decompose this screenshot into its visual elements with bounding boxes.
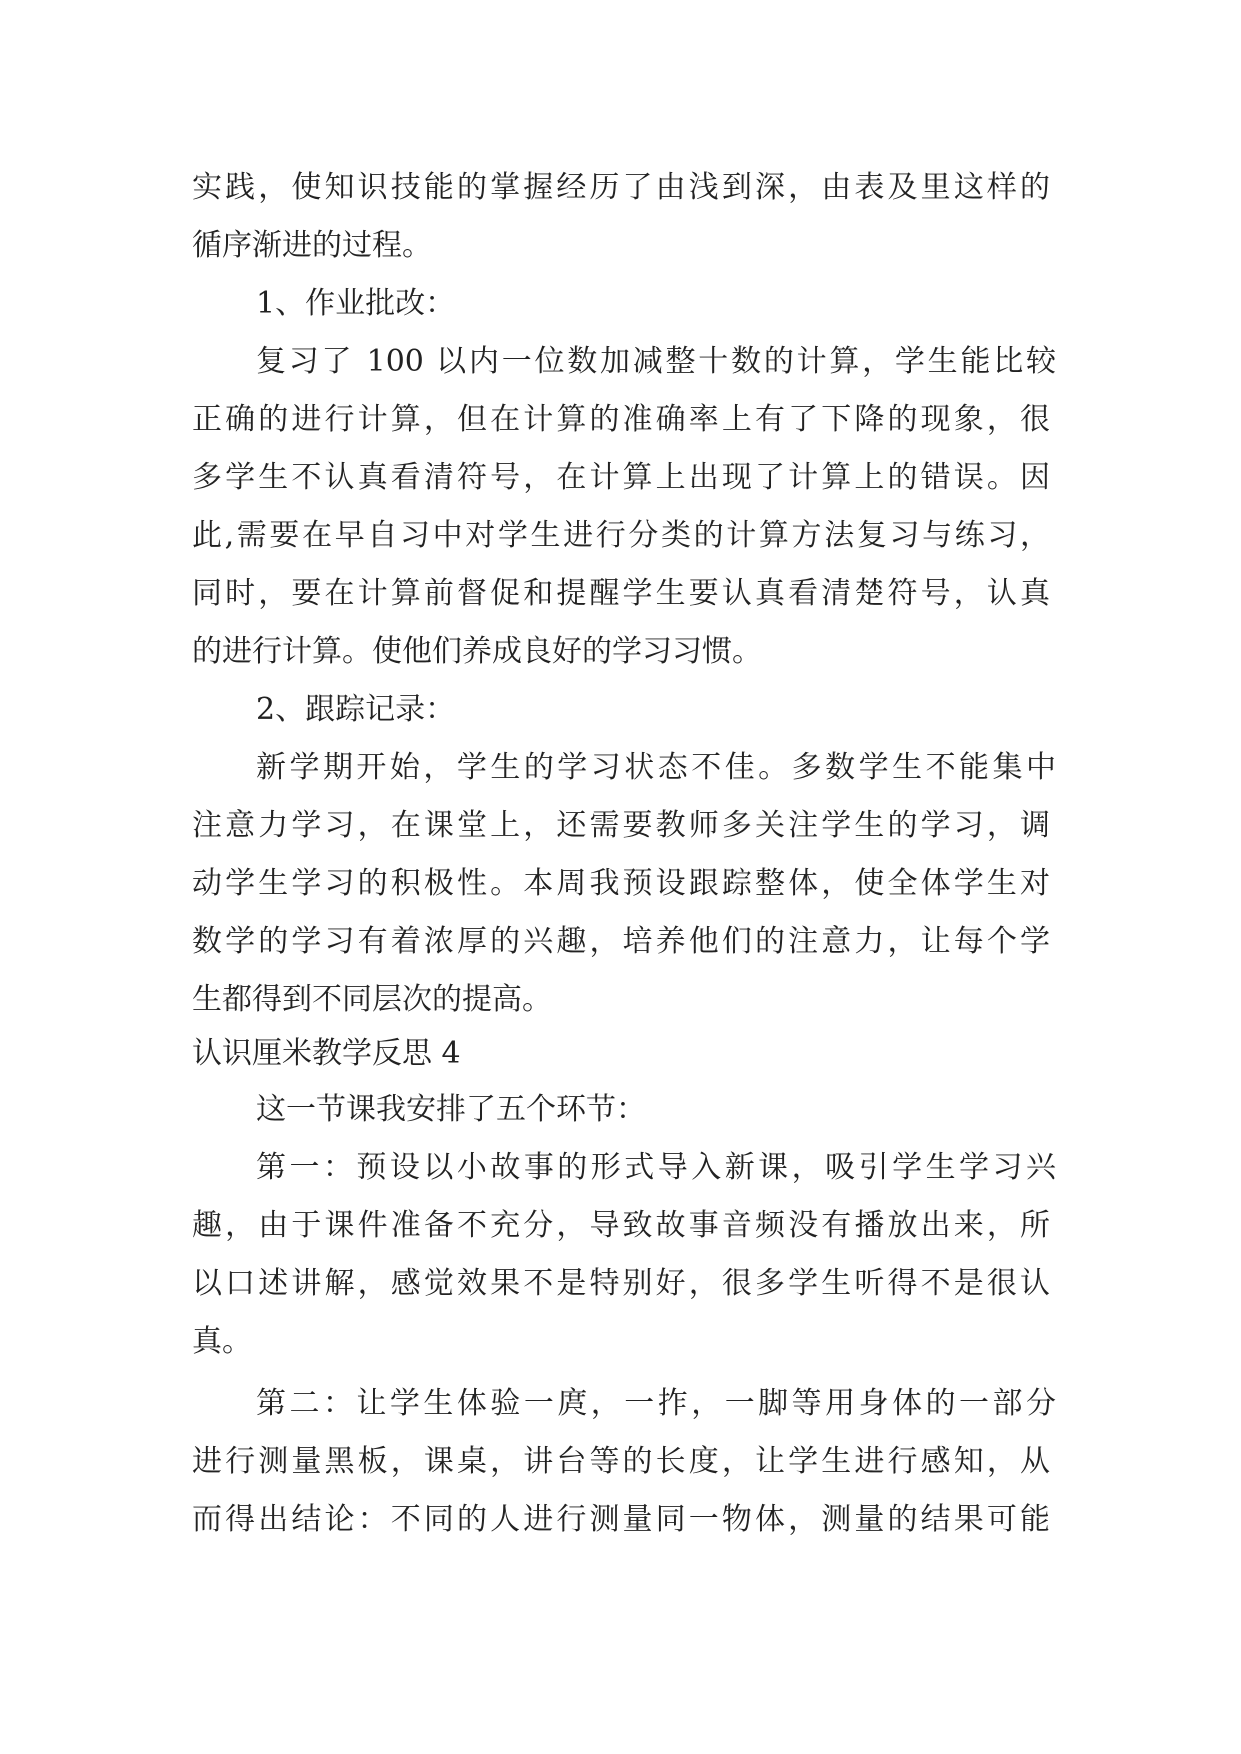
- text-line: 注意力学习，在课堂上，还需要教师多关注学生的学习，调: [192, 808, 1050, 843]
- text-line: 新学期开始，学生的学习状态不佳。多数学生不能集中: [256, 750, 1056, 785]
- text-line: 第二：让学生体验一庹，一拃，一脚等用身体的一部分: [256, 1386, 1056, 1421]
- text-line: 动学生学习的积极性。本周我预设跟踪整体，使全体学生对: [192, 866, 1050, 901]
- text-line: 进行测量黑板，课桌，讲台等的长度，让学生进行感知，从: [192, 1444, 1050, 1479]
- section-heading: 1、作业批改：: [256, 286, 456, 321]
- text-line: 以口述讲解，感觉效果不是特别好，很多学生听得不是很认: [192, 1266, 1050, 1301]
- document-title: 认识厘米教学反思 4: [192, 1036, 461, 1071]
- text-line: 生都得到不同层次的提高。: [192, 982, 552, 1017]
- text-line: 此,需要在早自习中对学生进行分类的计算方法复习与练习，: [192, 518, 1050, 553]
- text-line: 多学生不认真看清符号，在计算上出现了计算上的错误。因: [192, 460, 1050, 495]
- text-line: 同时，要在计算前督促和提醒学生要认真看清楚符号，认真: [192, 576, 1050, 611]
- text-line: 正确的进行计算，但在计算的准确率上有了下降的现象，很: [192, 402, 1050, 437]
- text-line: 复习了 100 以内一位数加减整十数的计算，学生能比较: [256, 344, 1056, 379]
- text-line: 的进行计算。使他们养成良好的学习习惯。: [192, 634, 762, 669]
- text-line: 趣，由于课件准备不充分，导致故事音频没有播放出来，所: [192, 1208, 1050, 1243]
- text-line: 真。: [192, 1324, 252, 1359]
- text-line: 而得出结论：不同的人进行测量同一物体，测量的结果可能: [192, 1502, 1050, 1537]
- text-line: 实践，使知识技能的掌握经历了由浅到深，由表及里这样的: [192, 170, 1050, 205]
- text-line: 数学的学习有着浓厚的兴趣，培养他们的注意力，让每个学: [192, 924, 1050, 959]
- section-heading: 2、跟踪记录：: [256, 692, 456, 727]
- text-line: 循序渐进的过程。: [192, 228, 432, 263]
- text-line: 第一：预设以小故事的形式导入新课，吸引学生学习兴: [256, 1150, 1056, 1185]
- text-line: 这一节课我安排了五个环节：: [256, 1092, 646, 1127]
